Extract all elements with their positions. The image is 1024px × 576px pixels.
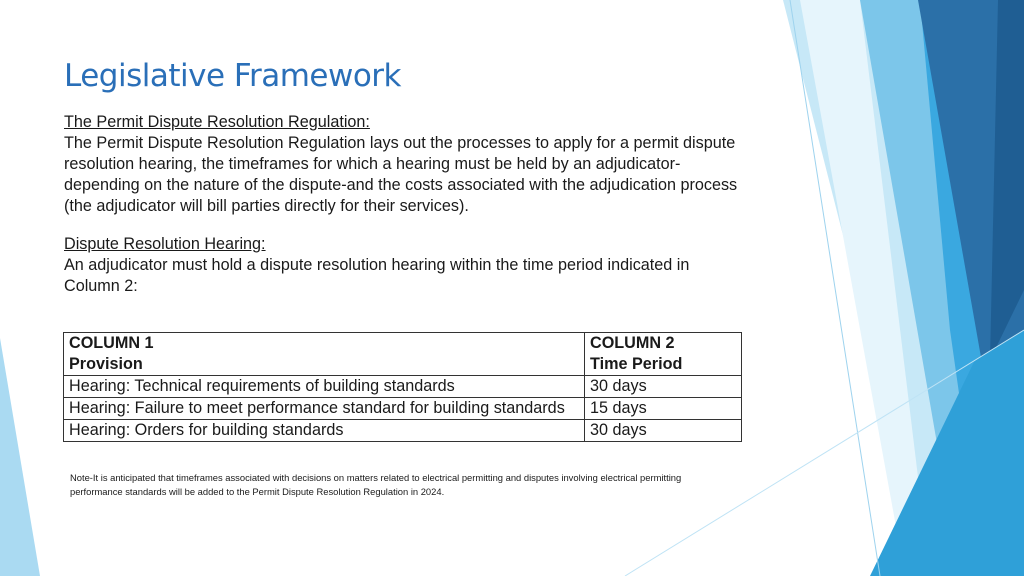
column-2-subtitle: Time Period: [590, 355, 683, 373]
period-cell: 30 days: [585, 376, 742, 398]
period-cell: 15 days: [585, 398, 742, 420]
hearing-section: [64, 234, 744, 297]
column-1-subtitle: Provision: [69, 355, 143, 373]
hearing-heading: Dispute Resolution Hearing:: [64, 235, 266, 253]
column-2-title: COLUMN 2: [590, 334, 675, 352]
regulation-section: [64, 112, 744, 217]
table-row: [64, 398, 742, 420]
provision-cell: Hearing: Orders for building standards: [64, 420, 585, 442]
regulation-heading: The Permit Dispute Resolution Regulation:: [64, 113, 370, 131]
provision-cell: Hearing: Technical requirements of building standards: [64, 376, 585, 398]
column-1-title: COLUMN 1: [69, 334, 154, 352]
table-row: [64, 376, 742, 398]
column-1-header: [64, 333, 585, 376]
column-2-header: [585, 333, 742, 376]
footnote: Note-It is anticipated that timeframes associated with decisions on matters related to electrical permitting and disputes involving electrical permitting performance standards will be added to the Permit Dispute Resolution Regulation in 2024.: [70, 472, 682, 497]
period-cell: 30 days: [585, 420, 742, 442]
time-period-table: [63, 332, 742, 442]
hearing-body: An adjudicator must hold a dispute resolution hearing within the time period indicated in Column 2:: [64, 256, 690, 295]
table-row: [64, 420, 742, 442]
provision-cell: Hearing: Failure to meet performance standard for building standards: [64, 398, 585, 420]
regulation-body: The Permit Dispute Resolution Regulation lays out the processes to apply for a permit dispute resolution hearing, the timeframes for which a hearing must be held by an adjudicator-depending on the nature of the dispute-and the costs associated with the adjudication process (the adjudicator will bill parties directly for their services).: [64, 134, 738, 215]
slide-title: Legislative Framework: [64, 58, 401, 94]
table-header-row: [64, 333, 742, 376]
left-edge-shape: [0, 338, 40, 576]
